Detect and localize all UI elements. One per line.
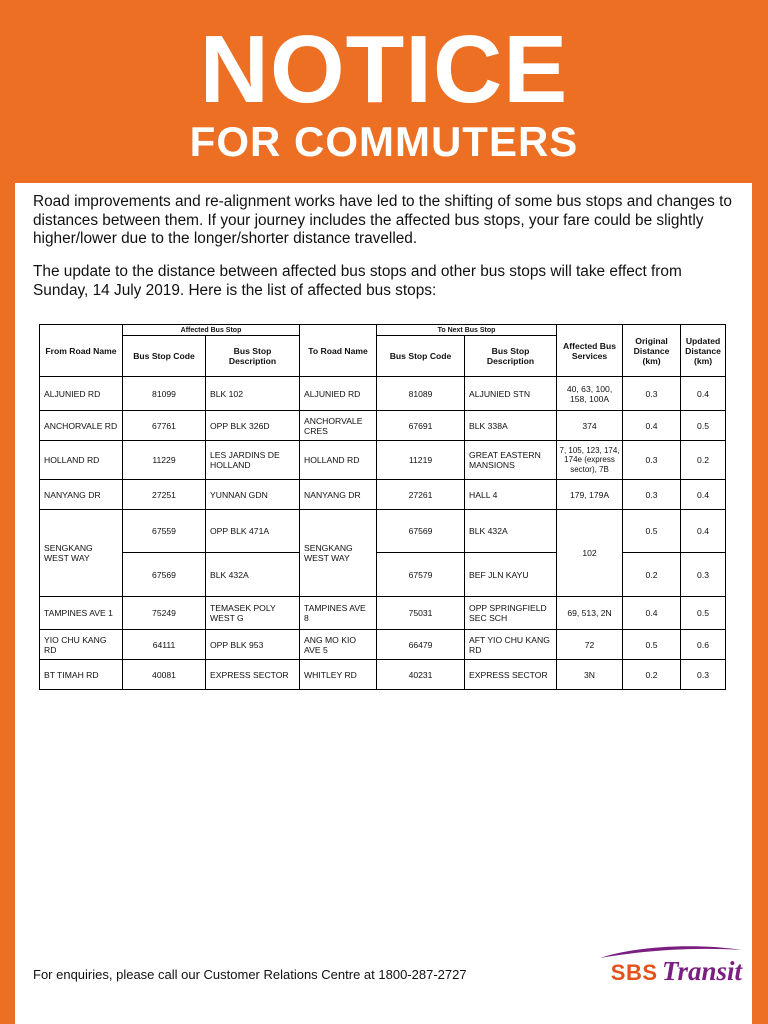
next-code-cell: 81089 [377, 377, 465, 411]
services-cell: 72 [557, 630, 623, 660]
to-road-cell: ANCHORVALE CRES [300, 411, 377, 441]
from-road-cell: NANYANG DR [40, 480, 123, 510]
updated-distance-cell: 0.4 [681, 377, 726, 411]
updated-distance-cell: 0.4 [681, 480, 726, 510]
table-row [40, 411, 726, 441]
from-road-cell: TAMPINES AVE 1 [40, 597, 123, 630]
stop-desc-cell: OPP BLK 953 [206, 630, 300, 660]
table-row [40, 510, 726, 553]
original-distance-cell: 0.2 [623, 660, 681, 690]
table-row [40, 441, 726, 480]
next-code-cell: 67691 [377, 411, 465, 441]
updated-distance-cell: 0.5 [681, 411, 726, 441]
next-desc-cell: GREAT EASTERN MANSIONS [465, 441, 557, 480]
affected-bus-stops-table [39, 324, 726, 690]
enquiry-footer: For enquiries, please call our Customer Relations Centre at 1800-287-2727 [33, 967, 467, 982]
sbs-transit-logo [611, 956, 742, 987]
from-road-cell: SENGKANG WEST WAY [40, 510, 123, 597]
header-group-next: To Next Bus Stop [377, 325, 557, 336]
stop-code-cell: 11229 [123, 441, 206, 480]
to-road-cell: ANG MO KIO AVE 5 [300, 630, 377, 660]
stop-desc-cell: TEMASEK POLY WEST G [206, 597, 300, 630]
next-desc-cell: HALL 4 [465, 480, 557, 510]
header-updated-distance: Updated Distance (km) [681, 325, 726, 377]
table-row [40, 660, 726, 690]
next-desc-cell: ALJUNIED STN [465, 377, 557, 411]
notice-panel [15, 183, 752, 1024]
next-desc-cell: BLK 432A [465, 510, 557, 553]
next-desc-cell: BLK 338A [465, 411, 557, 441]
next-desc-cell: OPP SPRINGFIELD SEC SCH [465, 597, 557, 630]
to-road-cell: NANYANG DR [300, 480, 377, 510]
header-to-road: To Road Name [300, 325, 377, 377]
original-distance-cell: 0.3 [623, 441, 681, 480]
next-code-cell: 67569 [377, 510, 465, 553]
services-cell: 179, 179A [557, 480, 623, 510]
stop-code-cell: 27251 [123, 480, 206, 510]
next-code-cell: 40231 [377, 660, 465, 690]
stop-code-cell: 81099 [123, 377, 206, 411]
services-cell: 3N [557, 660, 623, 690]
header-next-stop-code: Bus Stop Code [377, 336, 465, 377]
header-stop-code: Bus Stop Code [123, 336, 206, 377]
effective-date-paragraph: The update to the distance between affected bus stops and other bus stops will take effect from Sunday, 14 July 2019. Here is the list of affected bus stops: [33, 263, 682, 299]
next-desc-cell: BEF JLN KAYU [465, 553, 557, 597]
next-desc-cell: AFT YIO CHU KANG RD [465, 630, 557, 660]
services-cell: 69, 513, 2N [557, 597, 623, 630]
stop-code-cell: 64111 [123, 630, 206, 660]
header-from-road: From Road Name [40, 325, 123, 377]
logo-transit-text: Transit [661, 956, 742, 986]
updated-distance-cell: 0.2 [681, 441, 726, 480]
updated-distance-cell: 0.3 [681, 660, 726, 690]
to-road-cell: ALJUNIED RD [300, 377, 377, 411]
updated-distance-cell: 0.5 [681, 597, 726, 630]
services-cell: 7, 105, 123, 174, 174e (express sector), 7B [557, 441, 623, 480]
table-row [40, 553, 726, 597]
next-code-cell: 75031 [377, 597, 465, 630]
stop-code-cell: 40081 [123, 660, 206, 690]
updated-distance-cell: 0.6 [681, 630, 726, 660]
from-road-cell: YIO CHU KANG RD [40, 630, 123, 660]
original-distance-cell: 0.2 [623, 553, 681, 597]
from-road-cell: ANCHORVALE RD [40, 411, 123, 441]
notice-title: NOTICE [199, 16, 569, 123]
table-row [40, 480, 726, 510]
header-stop-description: Bus Stop Description [206, 336, 300, 377]
original-distance-cell: 0.3 [623, 377, 681, 411]
to-road-cell: SENGKANG WEST WAY [300, 510, 377, 597]
stop-desc-cell: BLK 432A [206, 553, 300, 597]
stop-desc-cell: OPP BLK 471A [206, 510, 300, 553]
stop-desc-cell: YUNNAN GDN [206, 480, 300, 510]
table-row [40, 377, 726, 411]
stop-desc-cell: EXPRESS SECTOR [206, 660, 300, 690]
stop-desc-cell: LES JARDINS DE HOLLAND [206, 441, 300, 480]
original-distance-cell: 0.5 [623, 510, 681, 553]
logo-sbs-text: SBS [610, 960, 658, 985]
notice-subtitle: FOR COMMUTERS [189, 118, 579, 165]
next-code-cell: 67579 [377, 553, 465, 597]
stop-code-cell: 75249 [123, 597, 206, 630]
stop-code-cell: 67569 [123, 553, 206, 597]
from-road-cell: ALJUNIED RD [40, 377, 123, 411]
next-code-cell: 66479 [377, 630, 465, 660]
intro-paragraph: Road improvements and re-alignment works have led to the shifting of some bus stops and changes to distances between them. If your journey includes the affected bus stops, your fare could be slightly higher/lower due to the longer/shorter distance travelled. [33, 193, 732, 247]
updated-distance-cell: 0.3 [681, 553, 726, 597]
table-row [40, 597, 726, 630]
table-row [40, 630, 726, 660]
next-desc-cell: EXPRESS SECTOR [465, 660, 557, 690]
next-code-cell: 11219 [377, 441, 465, 480]
to-road-cell: HOLLAND RD [300, 441, 377, 480]
from-road-cell: HOLLAND RD [40, 441, 123, 480]
to-road-cell: TAMPINES AVE 8 [300, 597, 377, 630]
services-cell: 374 [557, 411, 623, 441]
from-road-cell: BT TIMAH RD [40, 660, 123, 690]
original-distance-cell: 0.3 [623, 480, 681, 510]
original-distance-cell: 0.5 [623, 630, 681, 660]
header-services: Affected Bus Services [557, 325, 623, 377]
original-distance-cell: 0.4 [623, 597, 681, 630]
header-group-affected: Affected Bus Stop [123, 325, 300, 336]
header-next-stop-description: Bus Stop Description [465, 336, 557, 377]
updated-distance-cell: 0.4 [681, 510, 726, 553]
original-distance-cell: 0.4 [623, 411, 681, 441]
stop-code-cell: 67761 [123, 411, 206, 441]
to-road-cell: WHITLEY RD [300, 660, 377, 690]
stop-code-cell: 67559 [123, 510, 206, 553]
services-cell: 102 [557, 510, 623, 597]
stop-desc-cell: OPP BLK 326D [206, 411, 300, 441]
stop-desc-cell: BLK 102 [206, 377, 300, 411]
next-code-cell: 27261 [377, 480, 465, 510]
header-original-distance: Original Distance (km) [623, 325, 681, 377]
services-cell: 40, 63, 100, 158, 100A [557, 377, 623, 411]
